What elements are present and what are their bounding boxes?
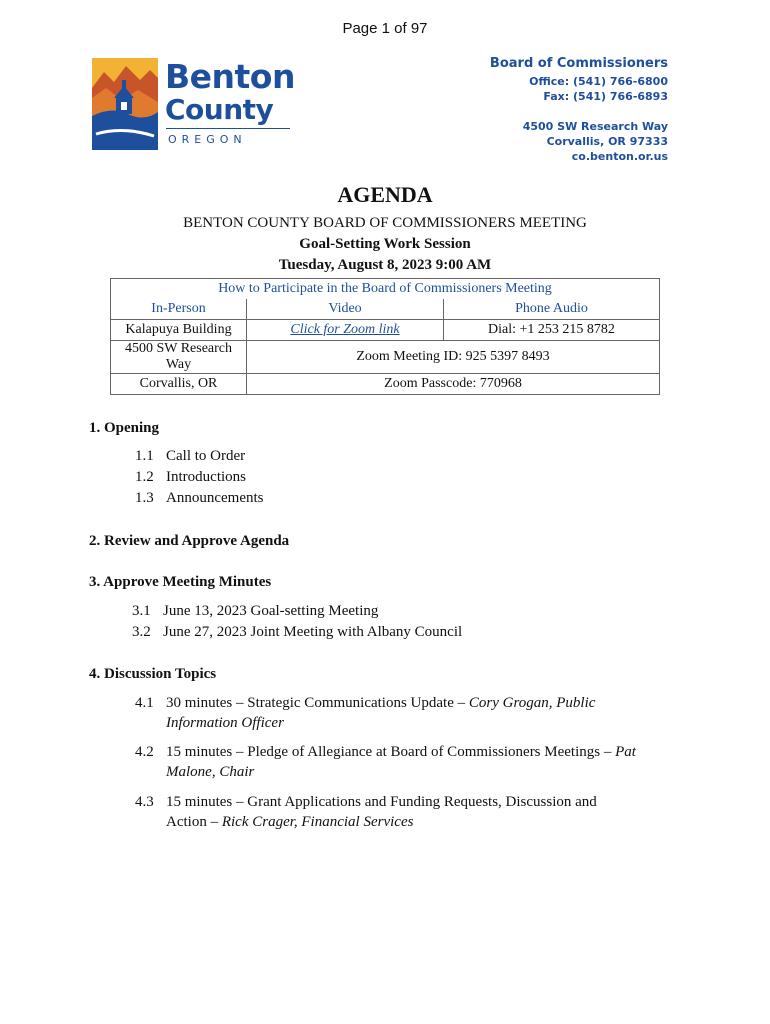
item-number: 3.2 — [132, 624, 151, 640]
city-cell: Corvallis, OR — [111, 374, 247, 395]
zoom-link[interactable]: Click for Zoom link — [290, 322, 400, 337]
meeting-id-cell: Zoom Meeting ID: 925 5397 8493 — [247, 341, 660, 374]
item-text: Introductions — [166, 469, 246, 485]
item-presenter: Malone, Chair — [166, 764, 255, 780]
item-number: 1.2 — [135, 469, 154, 485]
item-text: Call to Order — [166, 448, 246, 464]
street-cell: 4500 SW Research Way — [111, 341, 247, 374]
item-number: 4.2 — [135, 744, 154, 760]
meeting-datetime: Tuesday, August 8, 2023 9:00 AM — [278, 257, 492, 273]
list-item — [89, 693, 735, 733]
logo-word-oregon: OREGON — [168, 133, 247, 146]
list-item — [86, 601, 732, 621]
list-item — [89, 467, 735, 487]
section-approve-minutes: 3. Approve Meeting Minutes — [89, 574, 272, 590]
county-emblem-icon — [92, 58, 158, 150]
section-review-agenda: 2. Review and Approve Agenda — [89, 533, 290, 549]
city-address: Corvallis, OR 97333 — [546, 135, 668, 148]
participation-table — [110, 278, 660, 395]
list-item — [89, 742, 735, 782]
participation-heading: How to Participate in the Board of Commissioners Meeting — [111, 279, 660, 300]
item-text: 15 minutes – Pledge of Allegiance at Board of Commissioners Meetings – Pat — [166, 744, 636, 760]
item-number: 1.1 — [135, 448, 154, 464]
website-link[interactable]: co.benton.or.us — [571, 150, 668, 163]
item-presenter: Information Officer — [166, 715, 284, 731]
contact-block — [490, 56, 668, 164]
contact-title: Board of Commissioners — [489, 56, 668, 71]
building-cell: Kalapuya Building — [111, 320, 247, 341]
logo-word-county: County — [165, 93, 274, 126]
logo-divider — [166, 128, 290, 129]
dial-cell: Dial: +1 253 215 8782 — [444, 320, 660, 341]
agenda-title: AGENDA — [337, 182, 433, 207]
logo-word-benton: Benton — [165, 57, 295, 96]
section-opening — [89, 418, 159, 438]
item-number: 1.3 — [135, 490, 154, 506]
item-text: June 13, 2023 Goal-setting Meeting — [163, 603, 379, 619]
item-text: Announcements — [166, 490, 264, 506]
fax-number: Fax: (541) 766-6893 — [543, 90, 668, 103]
street-address: 4500 SW Research Way — [522, 120, 668, 133]
col-in-person: In-Person — [111, 299, 247, 320]
item-text: June 27, 2023 Joint Meeting with Albany Council — [163, 624, 463, 640]
video-cell — [247, 320, 444, 341]
item-number: 3.1 — [132, 603, 151, 619]
item-number: 4.1 — [135, 695, 154, 711]
passcode-cell: Zoom Passcode: 770968 — [247, 374, 660, 395]
list-item — [86, 622, 732, 642]
section-title: 1. Opening — [89, 420, 160, 436]
section-discussion-topics: 4. Discussion Topics — [89, 666, 217, 682]
item-text: 15 minutes – Grant Applications and Funding Requests, Discussion and — [166, 794, 597, 810]
list-item — [89, 792, 735, 832]
item-text: 30 minutes – Strategic Communications Update – Cory Grogan, Public — [166, 695, 596, 711]
office-phone: Office: (541) 766-6800 — [529, 75, 668, 88]
benton-county-logo — [92, 58, 302, 150]
col-video: Video — [247, 299, 444, 320]
list-item — [89, 446, 735, 466]
meeting-name: BENTON COUNTY BOARD OF COMMISSIONERS MEETING — [183, 215, 587, 231]
col-phone-audio: Phone Audio — [444, 299, 660, 320]
item-number: 4.3 — [135, 794, 154, 810]
session-name: Goal-Setting Work Session — [299, 236, 471, 252]
item-presenter: Action – Rick Crager, Financial Services — [166, 814, 414, 830]
list-item — [89, 488, 735, 508]
page-number: Page 1 of 97 — [342, 20, 428, 37]
